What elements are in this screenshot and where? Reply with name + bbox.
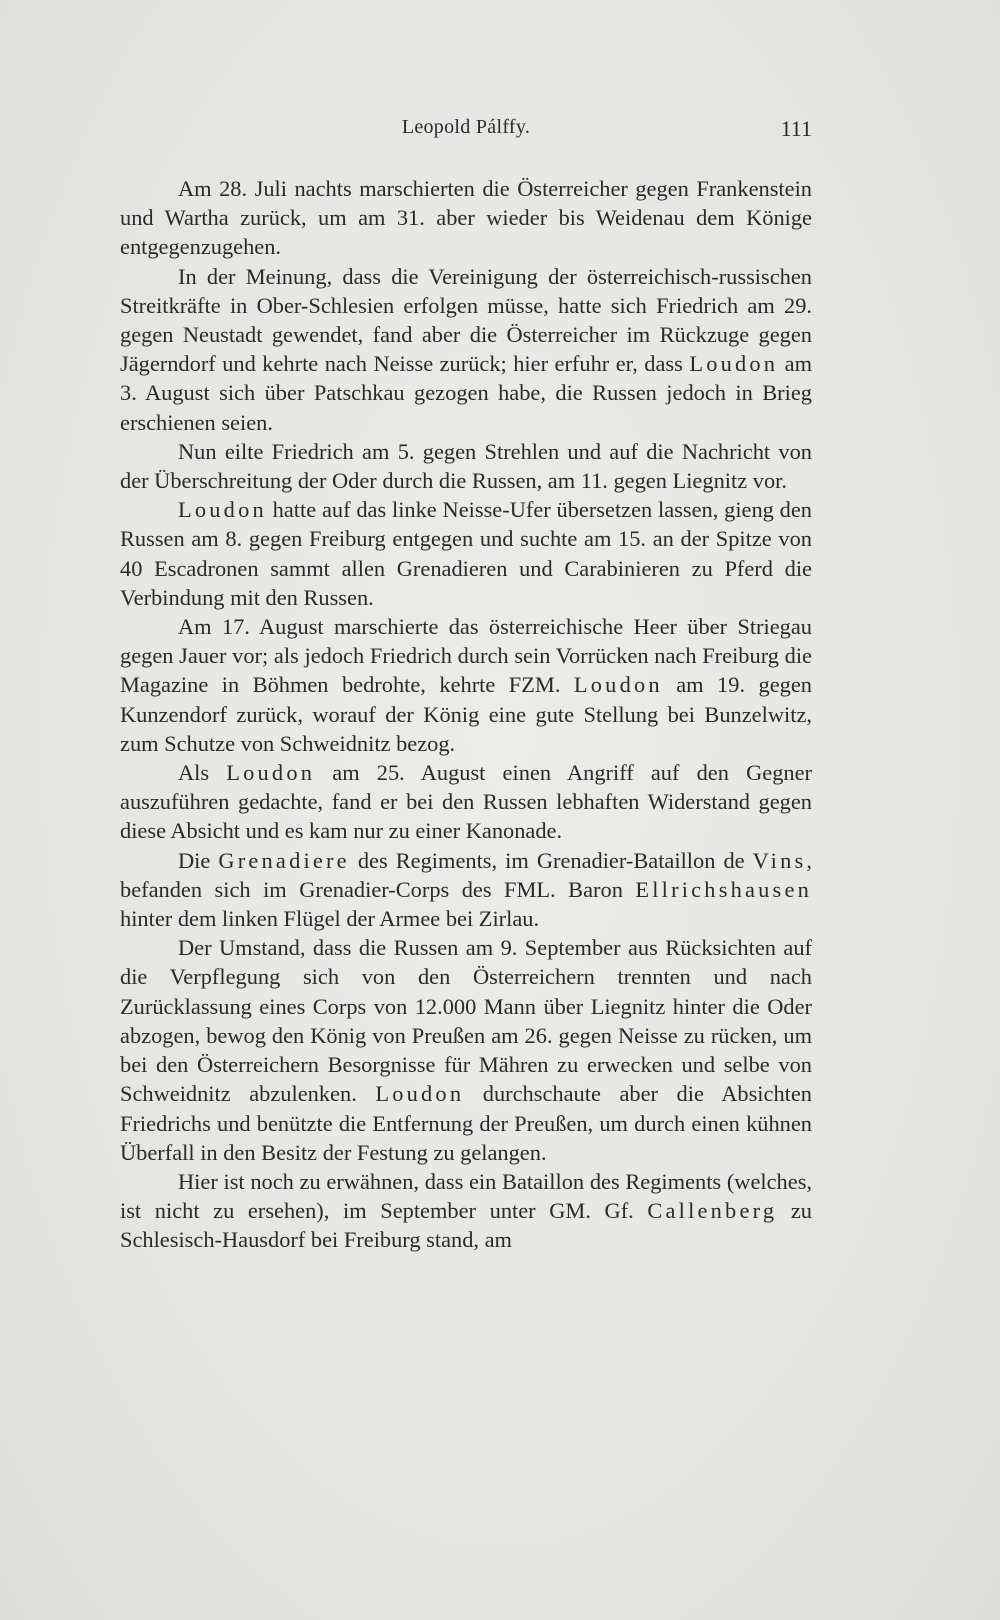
- spaced-name: Callenberg: [647, 1198, 778, 1224]
- page-number: 111: [780, 116, 812, 141]
- paragraph: Loudon hatte auf das linke Neisse-Ufer übersetzen lassen, gieng den Russen am 8. gegen Freiburg entgegen und suchte am 15. an der Spitze von 40 Escadronen sammt allen Grenadieren und Carabinieren zu Pferd die Verbindung mit den Russen.: [120, 497, 812, 610]
- page-header: [120, 116, 812, 146]
- spaced-name: Ellrichshausen: [635, 876, 812, 902]
- spaced-name: Grenadiere: [218, 847, 350, 873]
- spaced-name: Loudon: [573, 672, 663, 698]
- paragraph: Die Grenadiere des Regiments, im Grenadier-Bataillon de Vins, befanden sich im Grenadier-Corps des FML. Baron Ellrichshausen hinter dem linken Flügel der Armee bei Zirlau.: [120, 847, 812, 932]
- paragraph: Nun eilte Friedrich am 5. gegen Strehlen und auf die Nachricht von der Überschreitung der Oder durch die Russen, am 11. gegen Liegnitz vor.: [120, 438, 812, 494]
- paragraph: Hier ist noch zu erwähnen, dass ein Bataillon des Regiments (welches, ist nicht zu ersehen), im September unter GM. Gf. Callenberg zu Schlesisch-Hausdorf bei Freiburg stand, am: [120, 1168, 812, 1253]
- spaced-name: Loudon: [689, 351, 779, 377]
- spaced-name: Loudon: [375, 1081, 465, 1107]
- running-head: Leopold Pálffy.: [401, 116, 531, 138]
- spaced-name: Vins: [752, 847, 807, 873]
- paragraph: Der Umstand, dass die Russen am 9. September aus Rücksichten auf die Verpflegung sich von den Österreichern trennten und nach Zurücklassung eines Corps von 12.000 Mann über Liegnitz hinter die Oder abzogen, bewog den König von Preußen am 26. gegen Neisse zu rücken, um bei den Österreichern Besorgnisse für Mähren zu erwecken und selbe von Schweidnitz abzulenken. Loudon durchschaute aber die Absichten Friedrichs und benützte die Entfernung der Preußen, um durch einen kühnen Überfall in den Besitz der Festung zu gelangen.: [120, 935, 812, 1165]
- paragraph: In der Meinung, dass die Vereinigung der österreichisch-russischen Streitkräfte in Ober-Schlesien erfolgen müsse, hatte sich Friedrich am 29. gegen Neustadt gewendet, fand aber die Österreicher im Rückzuge gegen Jägerndorf und kehrte nach Neisse zurück; hier erfuhr er, dass Loudon am 3. August sich über Patschkau gezogen habe, die Russen jedoch in Brieg erschienen seien.: [120, 263, 813, 435]
- spaced-name: Loudon: [178, 497, 267, 523]
- paragraph: Am 17. August marschierte das österreichische Heer über Striegau gegen Jauer vor; als jedoch Friedrich durch sein Vorrücken nach Freiburg die Magazine in Böhmen bedrohte, kehrte FZM. Loudon am 19. gegen Kunzendorf zurück, worauf der König eine gute Stellung bei Bunzelwitz, zum Schutze von Schweidnitz bezog.: [120, 614, 812, 756]
- body-text: [120, 174, 812, 1255]
- paragraph: Als Loudon am 25. August einen Angriff auf den Gegner auszuführen gedachte, fand er bei den Russen lebhaften Widerstand gegen diese Absicht und es kam nur zu einer Kanonade.: [120, 760, 812, 844]
- paragraph: Am 28. Juli nachts marschierten die Österreicher gegen Frankenstein und Wartha zurück, um am 31. aber wieder bis Weidenau dem Könige entgegenzugehen.: [120, 176, 812, 260]
- spaced-name: Loudon: [226, 760, 316, 786]
